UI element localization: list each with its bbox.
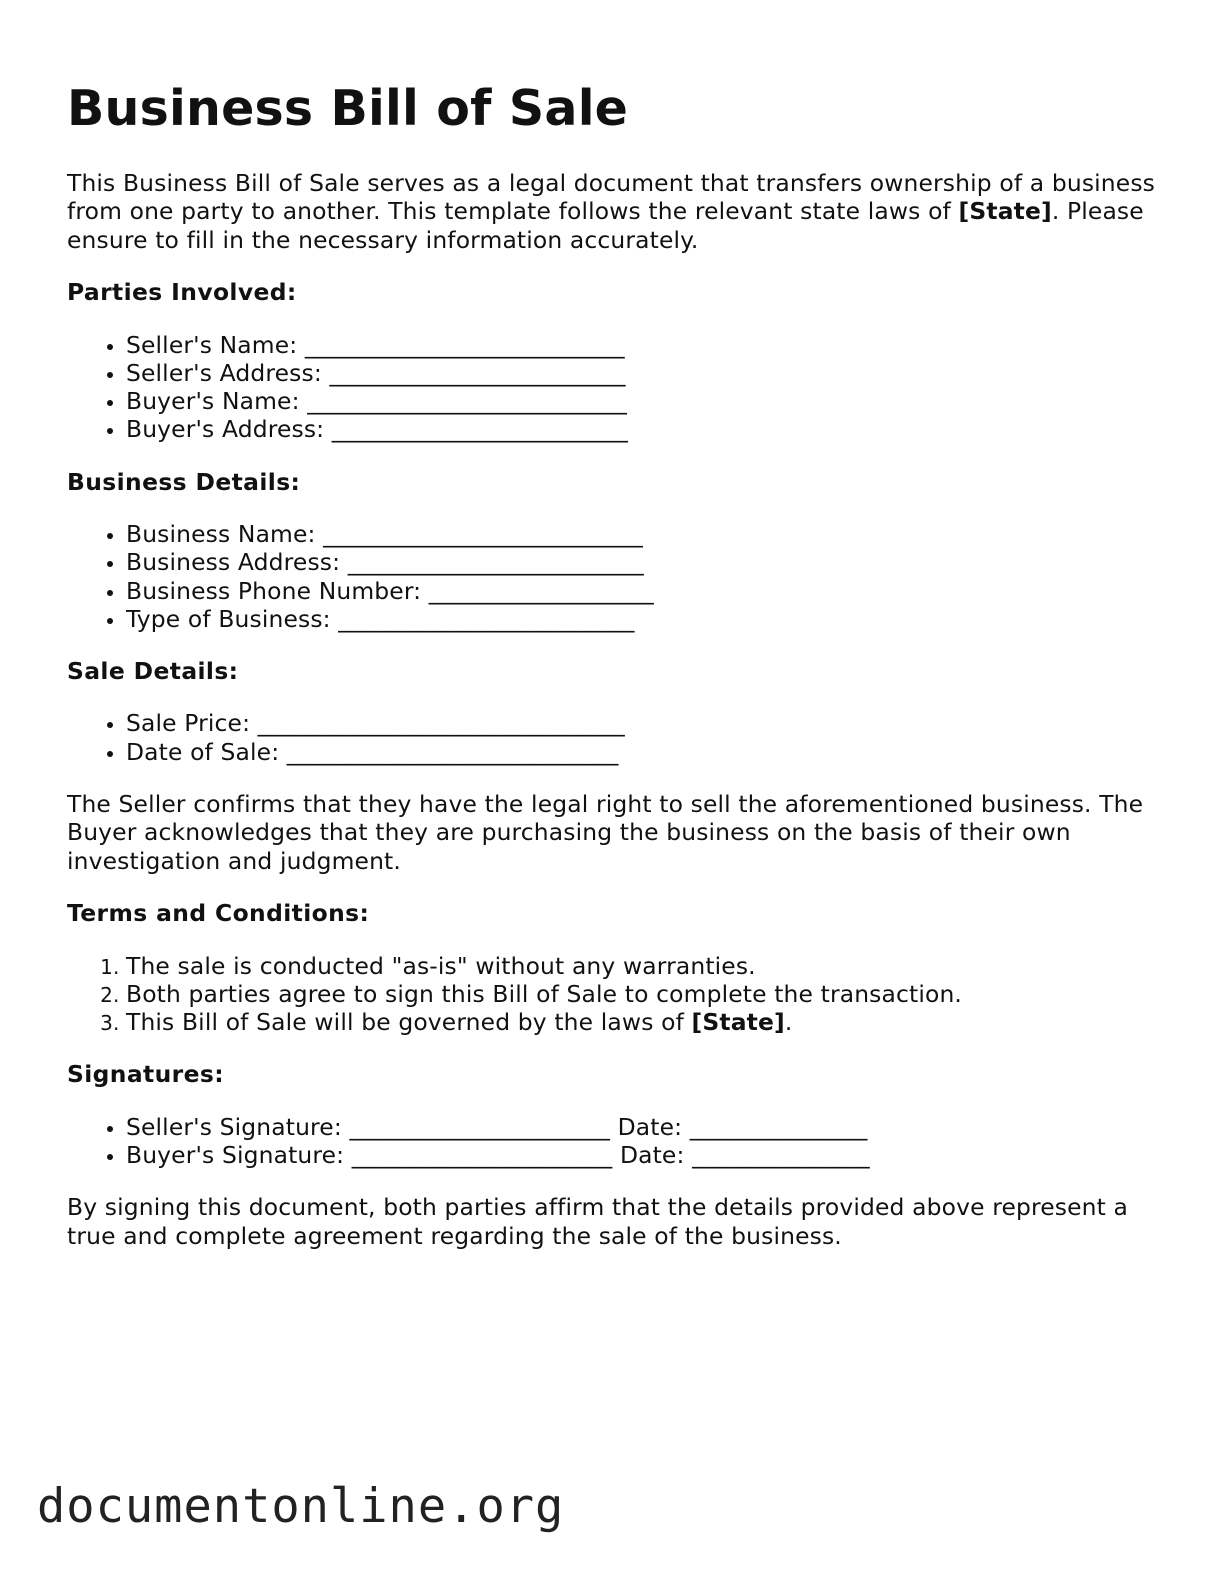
list-item: • Buyer's Name: ___________________________: [126, 387, 1167, 415]
list-item: 2. Both parties agree to sign this Bill of Sale to complete the transaction.: [126, 980, 1167, 1008]
intro-paragraph: [67, 169, 1167, 255]
list-item: • Date of Sale: ____________________________: [126, 738, 1167, 766]
list-item: • Seller's Name: ___________________________: [126, 331, 1167, 359]
list-item: 1. The sale is conducted "as-is" without any warranties.: [126, 952, 1167, 980]
document-page: [67, 80, 1167, 1250]
sale-heading: Sale Details:: [67, 656, 239, 685]
page-title: Business Bill of Sale: [67, 80, 629, 137]
term-3-state-placeholder: [State]: [691, 1008, 785, 1037]
closing-paragraph: By signing this document, both parties affirm that the details provided above represent a true and complete agreement regarding the sale of the business.: [67, 1193, 1129, 1250]
term-3-text: This Bill of Sale will be governed by the laws of: [126, 1008, 692, 1037]
list-item: [126, 1008, 1167, 1036]
list-item: • Seller's Address: _________________________: [126, 359, 1167, 387]
list-item: • Type of Business: _________________________: [126, 605, 1167, 633]
intro-text-after: . Please ensure to fill in the necessary information accurately.: [67, 197, 1144, 254]
list-item: • Business Address: _________________________: [126, 548, 1167, 576]
list-item: • Buyer's Address: _________________________: [126, 415, 1167, 443]
intro-text-before: This Business Bill of Sale serves as a legal document that transfers ownership of a business from one party to another. This template follows the relevant state laws of: [67, 168, 1155, 226]
parties-list: [67, 331, 1167, 444]
list-item: • Sale Price: _______________________________: [126, 709, 1167, 737]
business-heading: Business Details:: [67, 467, 301, 496]
list-item: • Business Name: ___________________________: [126, 520, 1167, 548]
watermark: documentonline.org: [37, 1479, 565, 1534]
term-3-period: .: [784, 1008, 793, 1037]
signatures-list: [67, 1113, 1167, 1169]
terms-heading: Terms and Conditions:: [67, 899, 370, 928]
list-item: • Seller's Signature: ______________________ Date: _______________: [126, 1113, 1167, 1141]
signatures-heading: Signatures:: [67, 1060, 224, 1089]
parties-heading: Parties Involved:: [67, 278, 297, 307]
terms-list: [67, 952, 1167, 1037]
list-item: • Business Phone Number: ___________________: [126, 577, 1167, 605]
list-item: • Buyer's Signature: ______________________ Date: _______________: [126, 1141, 1167, 1169]
intro-state-placeholder: [State]: [958, 197, 1052, 226]
business-list: [67, 520, 1167, 633]
sale-list: [67, 709, 1167, 765]
confirmation-paragraph: The Seller confirms that they have the legal right to sell the aforementioned business. The Buyer acknowledges that they are purchasing the business on the basis of their own investigation and judgment.: [67, 789, 1144, 875]
